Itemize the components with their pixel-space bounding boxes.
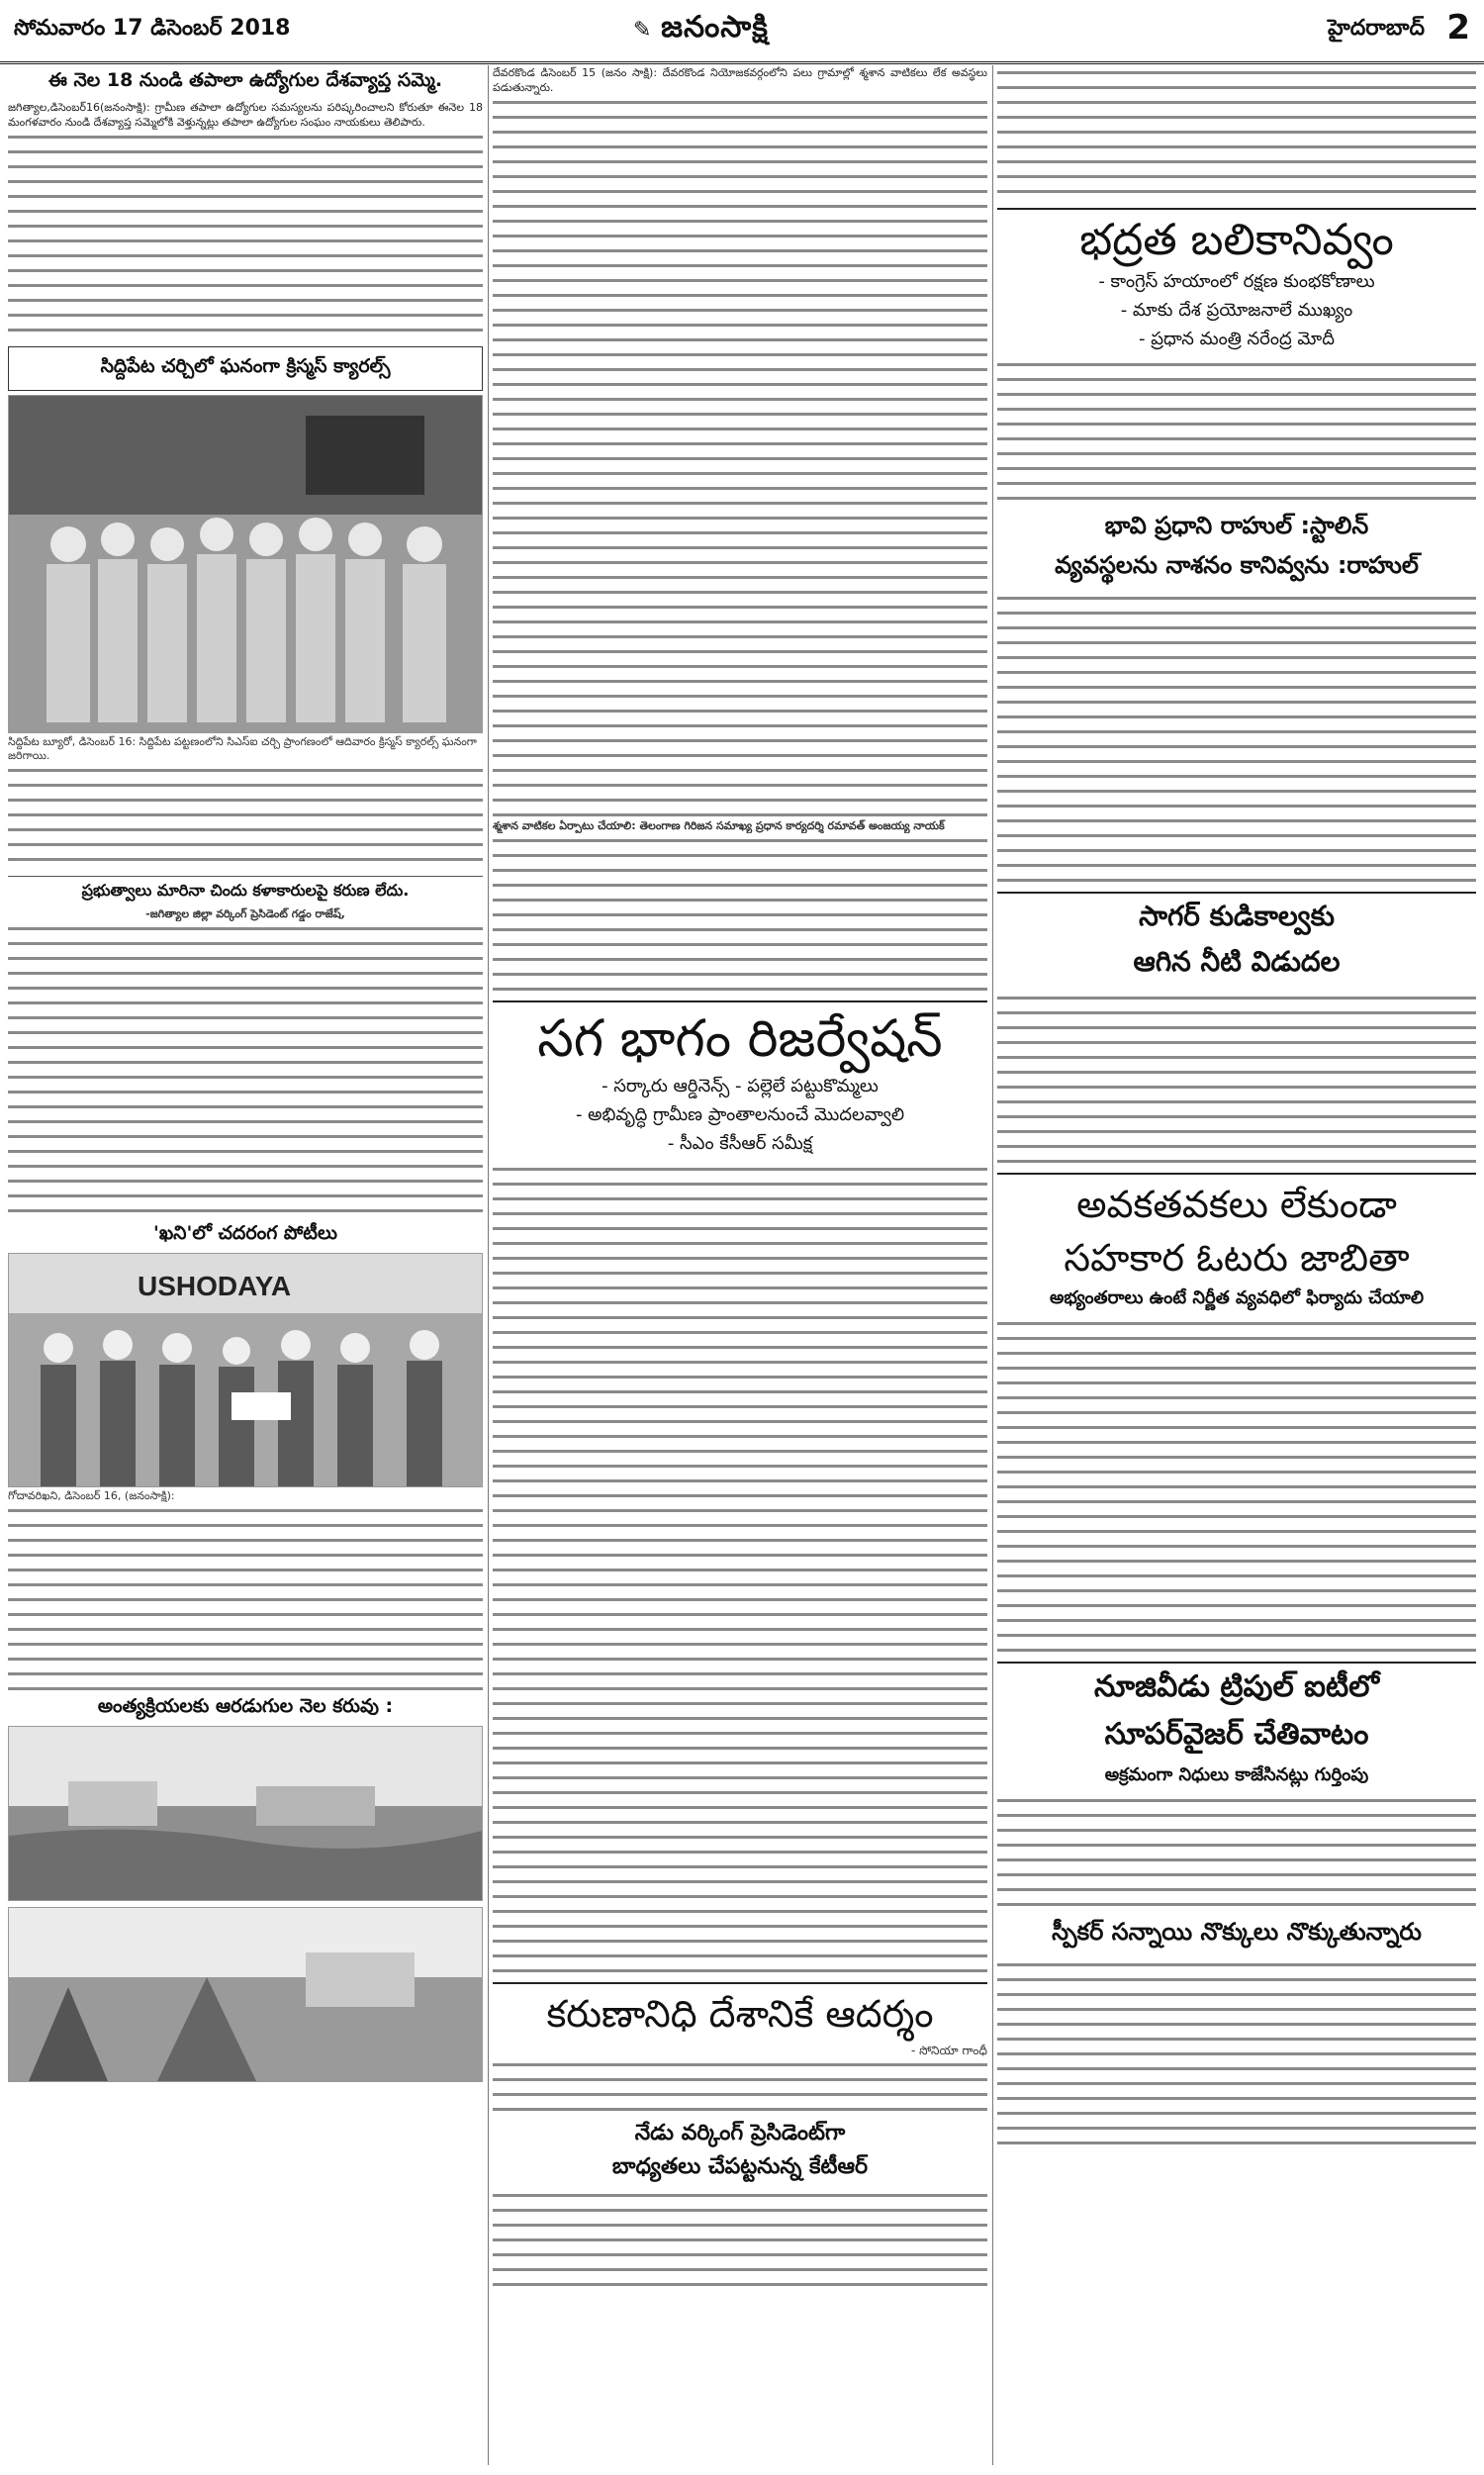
article-text-block: [997, 1316, 1476, 1658]
headline-ktr-line1: నేడు వర్కింగ్ ప్రెసిడెంట్‌గా: [634, 2121, 846, 2145]
page-number: 2: [1446, 8, 1470, 48]
column-left: [8, 65, 483, 2465]
article-text-block: [997, 991, 1476, 1169]
article-byline: - సోనియా గాంధీ: [911, 2044, 987, 2057]
article-text-block: [493, 2057, 987, 2117]
column-divider: [992, 65, 993, 2465]
headline-rahul-stalin: భావి ప్రధాని రాహుల్ :స్టాలిన్: [1104, 512, 1369, 539]
headline-rahul-systems: వ్యవస్థలను నాశనం కానివ్వను :రాహుల్: [1055, 551, 1419, 579]
column-divider: [488, 65, 489, 2465]
headline-nuzvid-1: నూజివీడు ట్రిపుల్ ఐటీలో: [1093, 1669, 1380, 1704]
landscape-photo: [9, 1727, 482, 1900]
column-right: [997, 65, 1476, 2465]
photo-burial-site-1: [8, 1726, 483, 1901]
headline-karunanidhi: కరుణానిధి దేశానికే ఆదర్శం: [546, 1992, 934, 2036]
subheadline: - సర్కారు ఆర్డినెన్స్ - పల్లెలే పట్టుకొమ్మలు: [602, 1076, 879, 1096]
photo-burial-site-2: [8, 1907, 483, 2082]
headline-chindu-artists: ప్రభుత్వాలు మారినా చిందు కళాకారులపై కరుణ లేదు.: [81, 881, 410, 900]
article-text-block: [8, 130, 483, 342]
photo-caption: గోదావరిఖని, డిసెంబర్ 16, (జనంసాక్షి):: [8, 1489, 175, 1502]
article-byline: -జగిత్యాల జిల్లా వర్కింగ్ ప్రెసిడెంట్ గడ్డం రాజేష్,: [145, 907, 345, 920]
headline-burial-ground: అంత్యక్రియలకు ఆరడుగుల నెల కరువు :: [97, 1695, 394, 1717]
article-text-block: [8, 763, 483, 872]
article-text-block: [493, 1162, 987, 1978]
subheadline: - మాకు దేశ ప్రయోజనాలే ముఖ్యం: [1120, 300, 1353, 321]
article-body: జగిత్యాల,డిసెంబర్16(జనంసాక్షి): గ్రామీణ తపాలా ఉద్యోగుల సమస్యలను పరిష్కరించాలని కోరుతూ ఈనెల 18 మంగళవారం నుండి దేశవ్యాప్త సమ్మెలోకి వెళ్తున్నట్లు తపాలా ఉద్యోగుల సంఘం నాయకులు తెలిపారు.: [8, 101, 483, 129]
headline-nuzvid-2: సూపర్‌వైజర్ చేతివాటం: [1104, 1717, 1369, 1752]
headline-ktr-line2: బాధ్యతలు చేపట్టనున్న కేటీఆర్: [611, 2154, 869, 2179]
landscape-photo: [9, 1908, 482, 2081]
subheadline: అక్రమంగా నిధులు కాజేసినట్లు గుర్తింపు: [1104, 1764, 1369, 1785]
headline-sagar-canal: సాగర్ కుడికాల్వకు: [1139, 900, 1335, 932]
subheadline: - అభివృద్ధి గ్రామీణ ప్రాంతాలనుంచే మొదలవ్వాలి: [575, 1104, 905, 1125]
masthead: [0, 0, 1484, 64]
photo-chess-prize: [8, 1253, 483, 1487]
headline-voter-list-1: అవకతవకలు లేకుండా: [1076, 1183, 1397, 1226]
headline-chess-competition: 'ఖని'లో చదరంగ పోటీలు: [153, 1222, 337, 1244]
article-byline: శ్మశాన వాటికల ఏర్పాటు చేయాలి: తెలంగాణ గిరిజన సమాఖ్య ప్రధాన కార్యదర్శి రమావత్ అంజయ్య నాయక్: [493, 819, 945, 832]
article-text-block: [997, 1793, 1476, 1912]
article-text-block: [997, 1957, 1476, 2155]
headline-speaker: స్పీకర్ సన్నాయి నొక్కులు నొక్కుతున్నారు: [1052, 1918, 1422, 1946]
headline-postal-strike: ఈ నెల 18 నుండి తపాలా ఉద్యోగుల దేశవ్యాప్త సమ్మె.: [47, 69, 443, 91]
edition-city: హైదరాబాద్: [1328, 16, 1425, 41]
prize-group-photo: [9, 1254, 482, 1486]
headline-siddipet-christmas: సిద్దిపేట చర్చిలో ఘనంగా క్రిస్మస్ క్యారల్స్: [100, 355, 391, 377]
article-body: దేవరకొండ డిసెంబర్ 15 (జనం సాక్షి): దేవరకొండ నియోజకవర్గంలోని పలు గ్రామాల్లో శ్మశాన వాటికలు లేక అవస్థలు పడుతున్నారు.: [493, 66, 987, 94]
photo-christmas-carols: [8, 395, 483, 733]
issue-date: సోమవారం 17 డిసెంబర్ 2018: [14, 16, 291, 41]
subheadline: - కాంగ్రెస్ హయాంలో రక్షణ కుంభకోణాలు: [1098, 271, 1375, 292]
article-text-block: [997, 591, 1476, 888]
column-center: [493, 65, 987, 2465]
subheadline: - ప్రధాన మంత్రి నరేంద్ర మోదీ: [1139, 329, 1335, 349]
headline-sagar-water: ఆగిన నీటి విడుదల: [1133, 945, 1341, 978]
article-text-block: [997, 65, 1476, 204]
newspaper-logo: ✎ జనంసాక్షి: [633, 10, 769, 51]
subheadline: అభ్యంతరాలు ఉంటే నిర్ణీత వ్యవధిలో ఫిర్యాదు చేయాలి: [1049, 1287, 1425, 1308]
banner-text: USHODAYA: [138, 1271, 292, 1301]
headline-half-reservation: సగ భాగం రిజర్వేషన్: [537, 1009, 943, 1069]
article-text-block: [493, 2188, 987, 2297]
photo-caption: సిద్దిపేట బ్యూరో, డిసెంబర్ 16: సిద్దిపేట పట్టణంలోని సిఎస్ఐ చర్చి ప్రాంగణంలో ఆదివారం క్రిస్మస్ క్యారల్స్ ఘనంగా జరిగాయి.: [8, 735, 477, 762]
article-text-block: [493, 95, 987, 817]
article-text-block: [8, 1503, 483, 1691]
headline-voter-list-2: సహకార ఓటరు జాబితా: [1064, 1236, 1410, 1280]
headline-security: భద్రత బలికానివ్వం: [1079, 215, 1394, 265]
article-text-block: [493, 833, 987, 997]
subheadline: - సీఎం కేసీఆర్ సమీక్ష: [667, 1133, 813, 1154]
children-group-photo: [9, 396, 482, 732]
article-text-block: [997, 357, 1476, 506]
article-text-block: [8, 921, 483, 1218]
